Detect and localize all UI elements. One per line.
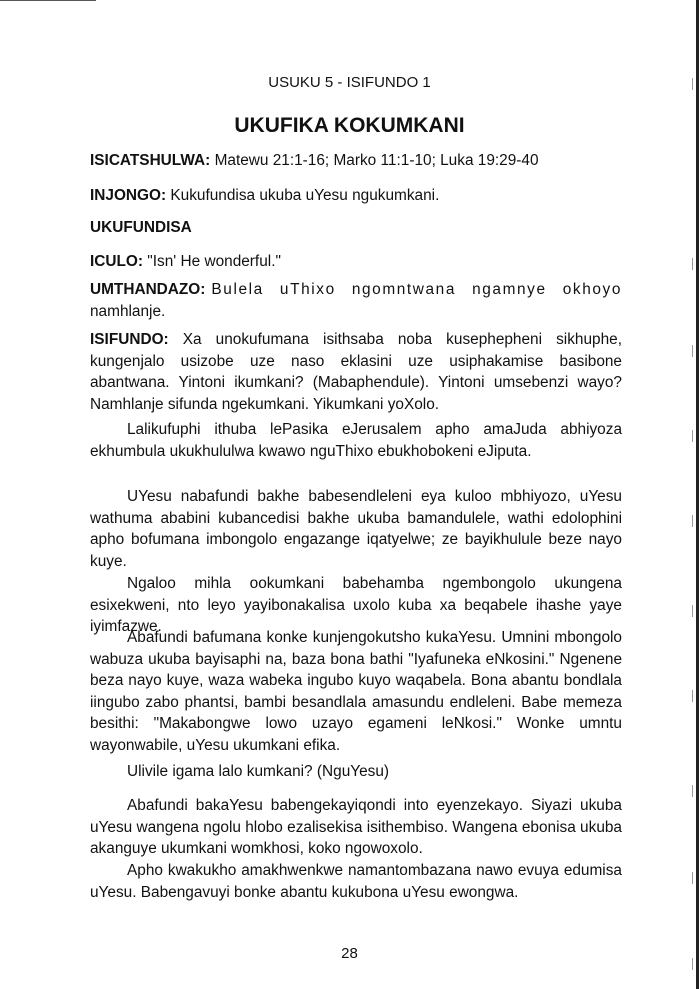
song [90,251,622,273]
scan-mark [692,690,693,702]
scan-mark [692,258,693,270]
aim [90,185,622,207]
label: ISIFUNDO: [90,331,169,348]
text: Bulela uThixo ngomntwana ngamnye okhoyo [211,281,622,298]
page-title: UKUFIKA KOKUMKANI [234,114,465,137]
text-continued: namhlanje. [90,302,166,320]
scan-mark [692,430,693,442]
paragraph: Lalikufuphi ithuba lePasika eJerusalem apho amaJuda abhiyoza ekhumbula ukukhululwa kwawo nguThixo ebukhobokeni eJiputa. [90,421,622,460]
scan-mark [692,872,693,884]
scan-mark [692,605,693,617]
prayer [90,279,622,322]
label: UKUFUNDISA [90,219,192,236]
paragraph: Abafundi bakaYesu babengekayiqondi into eyenzekayo. Siyazi ukuba uYesu wangena ngolu hlobo ezalisekisa isithembiso. Wangena ebonisa ukuba akanguye ukumkani womkhosi, koko ngowoxolo. [90,797,622,858]
teaching-heading [90,217,622,239]
label: ICULO: [90,253,144,270]
scripture-reference [90,150,622,172]
text: Matewu 21:1-16; Marko 11:1-10; Luka 19:29-40 [214,152,539,169]
paragraph: Ulivile igama lalo kumkani? (NguYesu) [127,763,390,780]
page-number: 28 [341,945,358,962]
scan-mark [692,345,693,357]
text: Kukufundisa ukuba uYesu ngukumkani. [170,187,440,204]
scan-mark [692,515,693,527]
text: Xa unokufumana isithsaba noba kusephepheni sikhuphe, kungenjalo usizobe uze naso eklasini uze usiphakamise basibone abantwana. Yintoni ikumkani? (Mabaphendule). Yintoni umsebenzi wayo? Namhlanje sifunda ngekumkani. Yikumkani yoXolo. [90,331,622,413]
paragraph: UYesu nabafundi bakhe babesendleleni eya kuloo mbhiyozo, uYesu wathuma ababini kubancedisi bakhe ukuba bamandulele, wathi edolophini apho bofumana imbongolo engazange iqatyelwe; ze bayikhulule beze nayo kuye. [90,488,622,570]
text: "Isn' He wonderful." [147,253,281,270]
scan-top-rule [0,0,96,1]
lesson-intro [90,329,622,415]
paragraph: Ngaloo mihla ookumkani babehamba ngembongolo ukungena esixekweni, nto leyo yayibonakalisa uxolo kuba xa beqabele ihashe yaye iyimfazwe. [90,575,622,636]
paragraph: Apho kwakukho amakhwenkwe namantombazana nawo evuya edumisa uYesu. Babengavuyi bonke abantu kukubona uYesu ewongwa. [90,862,622,901]
scan-mark [692,785,693,797]
label: UMTHANDAZO: [90,281,206,298]
lesson-header: USUKU 5 - ISIFUNDO 1 [268,74,431,91]
label: INJONGO: [90,187,167,204]
label: ISICATSHULWA: [90,152,211,169]
paragraph: Abafundi bafumana konke kunjengokutsho kukaYesu. Umnini mbongolo wabuza ukuba bayisaphi na, baza bona bathi "Iyafuneka eNkosini." Ngenene beza nayo kuye, waza wabeka ingubo kuyo waqabela. Bona abantu bondlala iingubo zabo phantsi, bambi besandlala amasundu endleleni. Babe memeza besithi: "Makabongwe lowo uzayo egameni leNkosi." Wonke umntu wayonwabile, uYesu ukumkani efika. [90,629,622,754]
